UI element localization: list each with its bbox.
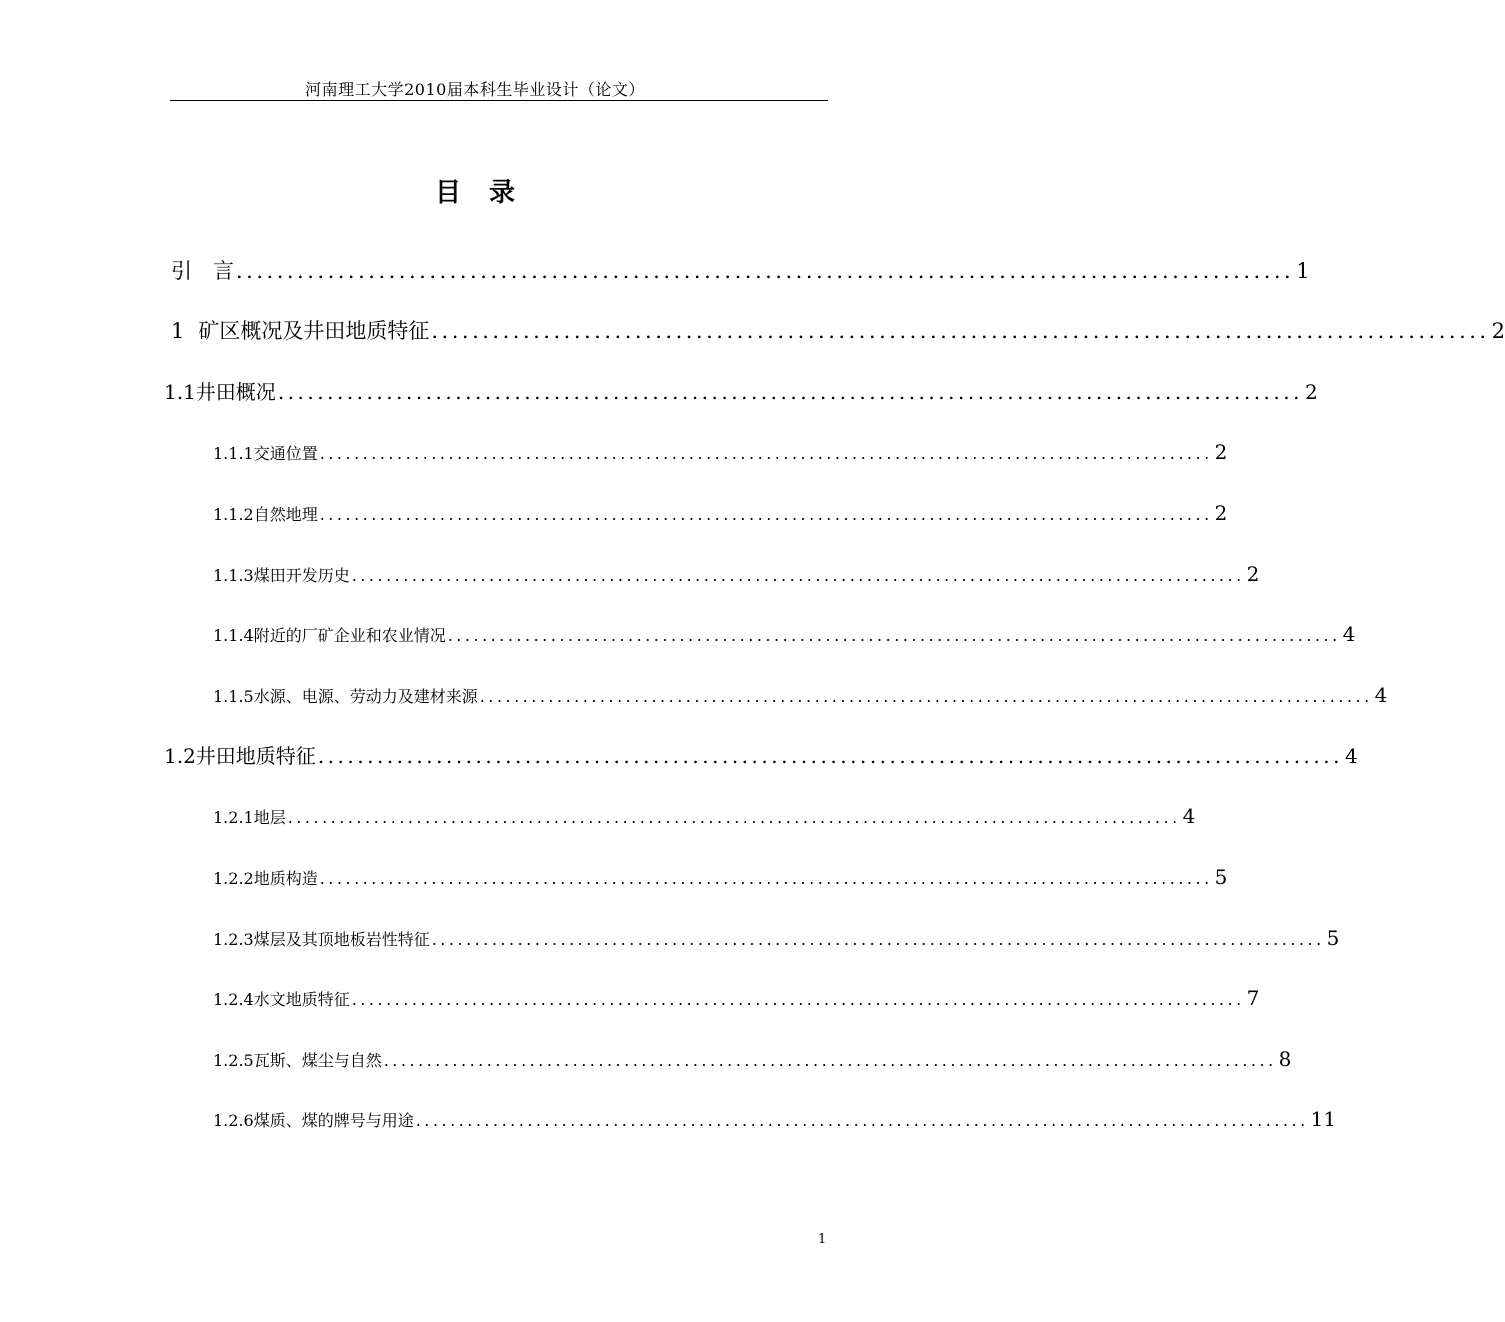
toc-entry-label: 1.2.6煤质、煤的牌号与用途 bbox=[213, 1111, 414, 1130]
toc-title: 目录 bbox=[434, 178, 543, 208]
toc-entry-page: 8 bbox=[1278, 1047, 1292, 1071]
toc-entry-label: 1.1.4附近的厂矿企业和农业情况 bbox=[213, 626, 446, 645]
toc-leader-dots: ........................................................................................................ bbox=[317, 744, 1343, 768]
toc-entry-page: 4 bbox=[1182, 804, 1196, 828]
toc-leader-dots: ........................................................................................................ bbox=[351, 566, 1245, 585]
toc-entry-label: 1.2.1地层 bbox=[213, 808, 286, 827]
toc-entry-1-1-2[interactable] bbox=[213, 501, 1228, 525]
toc-entry-label: 矿区概况及井田地质特征 bbox=[198, 319, 430, 343]
toc-entry-chapter-1[interactable] bbox=[171, 315, 1505, 345]
toc-entry-1-1-1[interactable] bbox=[213, 440, 1228, 464]
toc-entry-1-1-3[interactable] bbox=[213, 562, 1260, 586]
toc-leader-dots: ........................................................................................................ bbox=[431, 319, 1490, 343]
toc-leader-dots: ........................................................................................................ bbox=[415, 1111, 1309, 1130]
toc-entry-page: 2 bbox=[1491, 319, 1505, 343]
running-header: 河南理工大学2010届本科生毕业设计（论文） bbox=[305, 80, 645, 99]
toc-entry-label: 1.2.2地质构造 bbox=[213, 869, 318, 888]
toc-leader-dots: ........................................................................................................ bbox=[431, 930, 1325, 949]
toc-entry-1-1-5[interactable] bbox=[213, 683, 1388, 707]
toc-entry-label: 引 言 bbox=[171, 259, 234, 283]
toc-entry-page: 2 bbox=[1214, 440, 1228, 464]
toc-entry-page: 7 bbox=[1246, 986, 1260, 1010]
toc-entry-label: 1.2井田地质特征 bbox=[164, 744, 316, 768]
toc-entry-page: 2 bbox=[1246, 562, 1260, 586]
toc-leader-dots: ........................................................................................................ bbox=[319, 869, 1213, 888]
toc-entry-page: 2 bbox=[1304, 380, 1318, 404]
page-number: 1 bbox=[818, 1232, 827, 1247]
toc-leader-dots: ........................................................................................................ bbox=[319, 505, 1213, 524]
toc-entry-1-2-2[interactable] bbox=[213, 865, 1228, 889]
toc-entry-1-2-3[interactable] bbox=[213, 926, 1340, 950]
toc-entry-label: 1.1.2自然地理 bbox=[213, 505, 318, 524]
toc-entry-label: 1.1.1交通位置 bbox=[213, 444, 318, 463]
toc-entry-1-1[interactable] bbox=[164, 376, 1318, 405]
toc-leader-dots: ........................................................................................................ bbox=[287, 808, 1181, 827]
toc-leader-dots: ........................................................................................................ bbox=[447, 626, 1341, 645]
header-rule bbox=[170, 100, 828, 101]
toc-leader-dots: ........................................................................................................ bbox=[277, 380, 1303, 404]
toc-entry-page: 2 bbox=[1214, 501, 1228, 525]
toc-entry-page: 4 bbox=[1374, 683, 1388, 707]
toc-leader-dots: ........................................................................................................ bbox=[319, 444, 1213, 463]
toc-entry-1-2-6[interactable] bbox=[213, 1107, 1337, 1131]
toc-leader-dots: ........................................................................................................ bbox=[479, 687, 1373, 706]
toc-entry-page: 5 bbox=[1326, 926, 1340, 950]
toc-leader-dots: ........................................................................................................ bbox=[236, 259, 1295, 283]
toc-entry-introduction[interactable] bbox=[171, 255, 1310, 285]
toc-entry-label: 1.1.3煤田开发历史 bbox=[213, 566, 350, 585]
toc-entry-1-2-5[interactable] bbox=[213, 1047, 1292, 1071]
toc-entry-page: 4 bbox=[1342, 622, 1356, 646]
toc-leader-dots: ........................................................................................................ bbox=[351, 990, 1245, 1009]
toc-entry-page: 1 bbox=[1296, 259, 1310, 283]
toc-entry-number: 1 bbox=[171, 319, 185, 343]
toc-entry-label: 1.2.5瓦斯、煤尘与自然 bbox=[213, 1051, 382, 1070]
toc-entry-1-2-1[interactable] bbox=[213, 804, 1196, 828]
toc-entry-page: 4 bbox=[1344, 744, 1358, 768]
toc-entry-1-2[interactable] bbox=[164, 740, 1358, 769]
toc-entry-page: 5 bbox=[1214, 865, 1228, 889]
toc-entry-label: 1.1井田概况 bbox=[164, 380, 276, 404]
toc-entry-label: 1.2.4水文地质特征 bbox=[213, 990, 350, 1009]
toc-entry-label: 1.1.5水源、电源、劳动力及建材来源 bbox=[213, 687, 478, 706]
toc-entry-page: 11 bbox=[1310, 1107, 1337, 1131]
toc-entry-1-2-4[interactable] bbox=[213, 986, 1260, 1010]
toc-leader-dots: ........................................................................................................ bbox=[383, 1051, 1277, 1070]
toc-entry-1-1-4[interactable] bbox=[213, 622, 1356, 646]
toc-entry-label: 1.2.3煤层及其顶地板岩性特征 bbox=[213, 930, 430, 949]
